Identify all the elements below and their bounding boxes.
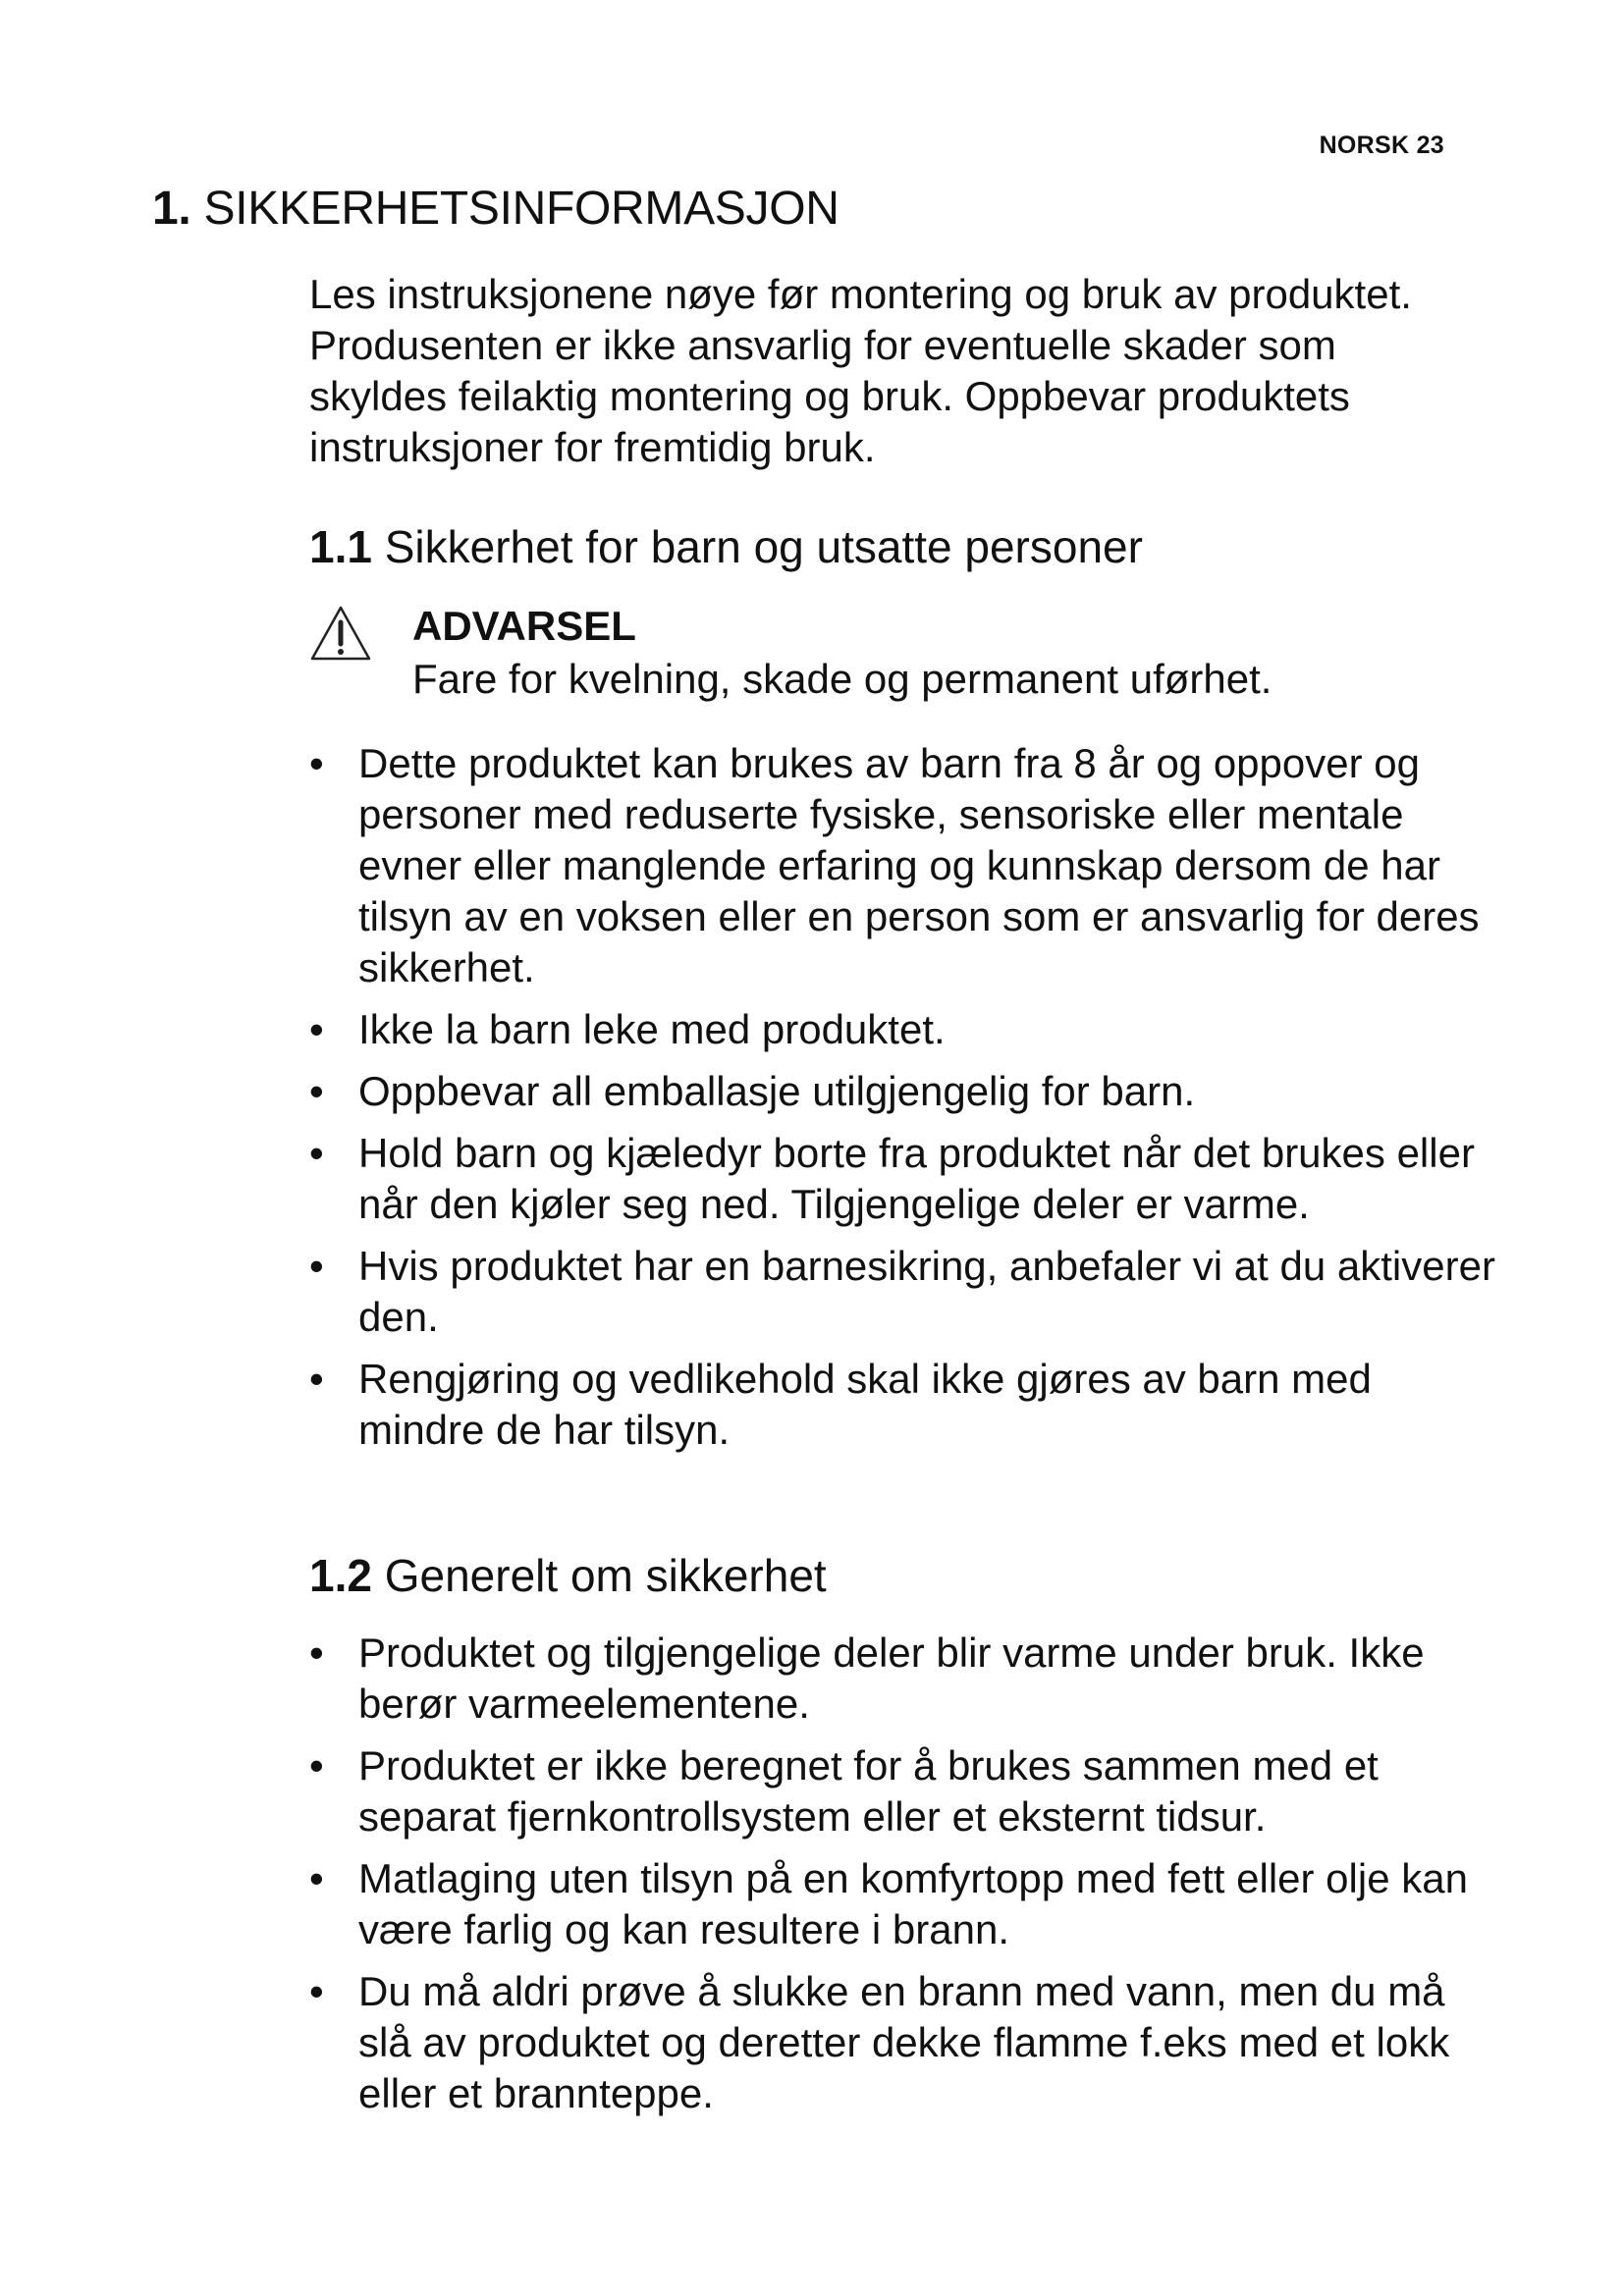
subsection-number: 1.1 [309,521,372,572]
list-item-text: Du må aldri prøve å slukke en brann med vann, men du må slå av produktet og deretter dekke flamme f.eks med et lokk eller et brannteppe. [358,1968,1450,2116]
page-header: NORSK 23 [1319,132,1444,159]
bullet-dot: • [309,1006,324,1052]
subsection-title-1-1 [309,520,1497,573]
list-item [309,1354,1497,1456]
bullet-list-children-safety [309,738,1497,1467]
list-item [309,1853,1497,1955]
list-item [309,1966,1497,2119]
bullet-dot: • [309,1243,324,1289]
list-item [309,738,1497,993]
list-item-text: Matlaging uten tilsyn på en komfyrtopp med fett eller olje kan være farlig og kan resultere i brann. [358,1855,1468,1952]
subsection-title-text: Sikkerhet for barn og utsatte personer [384,521,1143,572]
bullet-dot: • [309,1130,324,1176]
bullet-dot: • [309,1968,324,2014]
list-item-text: Ikke la barn leke med produktet. [358,1006,946,1052]
list-item-text: Produktet er ikke beregnet for å brukes sammen med et separat fjernkontrollsystem eller et eksternt tidsur. [358,1742,1379,1840]
bullet-list-general-safety [309,1628,1497,2130]
section-title-text: SIKKERHETSINFORMASJON [203,183,839,235]
warning-block [309,601,1497,709]
list-item-text: Produktet og tilgjengelige deler blir varme under bruk. Ikke berør varmeelementene. [358,1629,1425,1727]
section-title [152,182,839,236]
list-item [309,1128,1497,1230]
list-item [309,1740,1497,1842]
warning-triangle-icon [309,605,372,662]
list-item-text: Dette produktet kan brukes av barn fra 8 år og oppover og personer med reduserte fysiske, sensoriske eller mentale evner eller manglende erfaring og kunnskap dersom de har tilsyn av en voksen eller en person som er ansvarlig for deres sikkerhet. [358,740,1480,990]
list-item [309,1004,1497,1055]
subsection-number: 1.2 [309,1550,372,1601]
subsection-title-text: Generelt om sikkerhet [384,1550,827,1601]
bullet-dot: • [309,740,324,786]
list-item-text: Hold barn og kjæledyr borte fra produktet når det brukes eller når den kjøler seg ned. Tilgjengelige deler er varme. [358,1130,1475,1227]
list-item [309,1066,1497,1117]
bullet-dot: • [309,1356,324,1402]
bullet-dot: • [309,1629,324,1676]
warning-title: ADVARSEL [412,603,636,649]
list-item-text: Rengjøring og vedlikehold skal ikke gjøres av barn med mindre de har tilsyn. [358,1356,1372,1453]
list-item [309,1628,1497,1730]
list-item-text: Hvis produktet har en barnesikring, anbefaler vi at du aktiverer den. [358,1243,1495,1340]
list-item-text: Oppbevar all emballasje utilgjengelig for barn. [358,1068,1196,1114]
bullet-dot: • [309,1855,324,1901]
intro-paragraph: Les instruksjonene nøye før montering og bruk av produktet. Produsenten er ikke ansvarlig for eventuelle skader som skyldes feilaktig montering og bruk. Oppbevar produktets instruksjoner for fremtidig bruk. [309,271,1412,470]
list-item [309,1241,1497,1343]
subsection-title-1-2 [309,1549,1497,1602]
bullet-dot: • [309,1742,324,1789]
bullet-dot: • [309,1068,324,1114]
section-number: 1. [152,183,191,235]
warning-text: Fare for kvelning, skade og permanent uførhet. [412,656,1272,702]
